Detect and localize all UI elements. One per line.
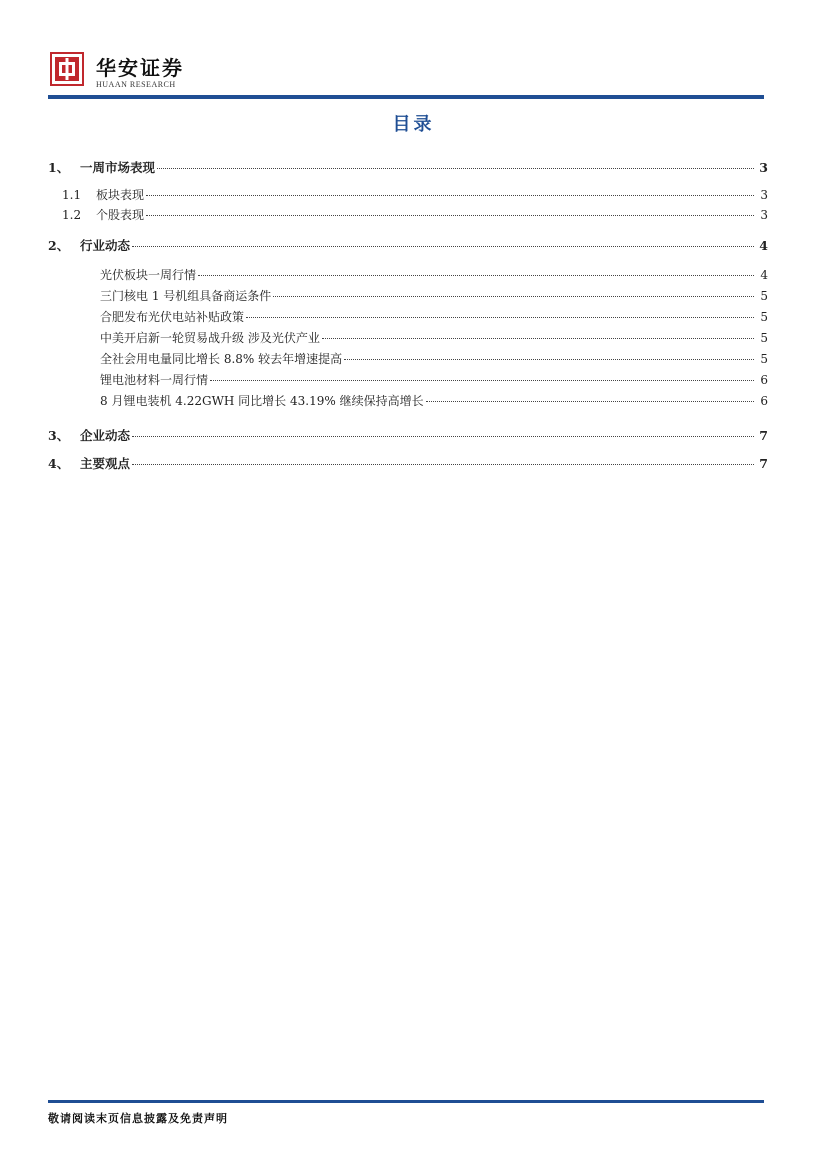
toc-entry-title: 光伏板块一周行情 [100,268,197,282]
toc-leader-dots [210,380,754,381]
toc-entry[interactable] [48,287,768,305]
toc-entry-page: 7 [759,428,768,443]
huaan-logo-icon [50,52,84,86]
toc-entry-page: 3 [760,208,768,222]
toc-entry-page: 5 [760,352,768,366]
toc-entry-number: 1、 [48,160,70,175]
toc-leader-dots [132,436,754,437]
toc-entry-title: 全社会用电量同比增长 8.8% 较去年增速提高 [100,352,343,366]
toc-entry-page: 7 [759,456,768,471]
toc-entry-page: 3 [759,160,768,175]
toc-entry-page: 4 [760,268,768,282]
toc-leader-dots [322,338,754,339]
footer-disclaimer: 敬请阅读末页信息披露及免责声明 [48,1112,228,1125]
toc-entry[interactable] [48,426,768,444]
toc-entry-number: 1.1 [62,188,82,202]
footer-divider [48,1100,764,1103]
toc-entry-title: 企业动态 [80,428,131,443]
toc-leader-dots [146,215,754,216]
toc-entry-title: 8 月锂电装机 4.22GWH 同比增长 43.19% 继续保持高增长 [100,394,424,408]
toc-entry-number: 4、 [48,456,70,471]
toc-entry[interactable] [48,308,768,326]
toc-entry-title: 一周市场表现 [80,160,156,175]
toc-entry[interactable] [48,350,768,368]
toc-entry[interactable] [48,266,768,284]
toc-entry-number: 3、 [48,428,70,443]
toc-entry[interactable] [48,371,768,389]
toc-entry[interactable] [48,329,768,347]
toc-entry-title: 板块表现 [96,188,145,202]
toc-entry[interactable] [48,186,768,204]
toc-entry[interactable] [48,392,768,410]
toc-leader-dots [132,246,754,247]
header-divider [48,95,764,99]
toc-entry-title: 锂电池材料一周行情 [100,373,209,387]
page-header [48,48,764,102]
toc-leader-dots [426,401,754,402]
toc-entry-title: 主要观点 [80,456,131,471]
brand-name-en: HUAAN RESEARCH [96,80,176,89]
toc-leader-dots [246,317,754,318]
toc-leader-dots [132,464,754,465]
toc-entry[interactable] [48,206,768,224]
toc-entry-page: 4 [759,238,768,253]
toc-entry-title: 中美开启新一轮贸易战升级 涉及光伏产业 [100,331,320,345]
brand-name-cn: 华安证券 [96,56,184,80]
toc-entry[interactable] [48,454,768,472]
toc-leader-dots [157,168,754,169]
toc-entry-page: 3 [760,188,768,202]
toc-entry-number: 1.2 [62,208,82,222]
toc-entry[interactable] [48,158,768,176]
toc-leader-dots [344,359,754,360]
toc-entry-page: 5 [760,331,768,345]
toc-entry-title: 行业动态 [80,238,131,253]
toc-entry[interactable] [48,236,768,254]
toc-leader-dots [146,195,754,196]
toc-entry-title: 三门核电 1 号机组具备商运条件 [100,289,272,303]
toc-entry-page: 5 [760,310,768,324]
toc-leader-dots [273,296,754,297]
toc-leader-dots [198,275,754,276]
toc-entry-title: 合肥发布光伏电站补贴政策 [100,310,245,324]
toc-title: 目录 [392,114,435,135]
toc-entry-page: 5 [760,289,768,303]
toc-entry-title: 个股表现 [96,208,145,222]
toc-entry-page: 6 [760,373,768,387]
toc-entry-page: 6 [760,394,768,408]
toc-entry-number: 2、 [48,238,70,253]
